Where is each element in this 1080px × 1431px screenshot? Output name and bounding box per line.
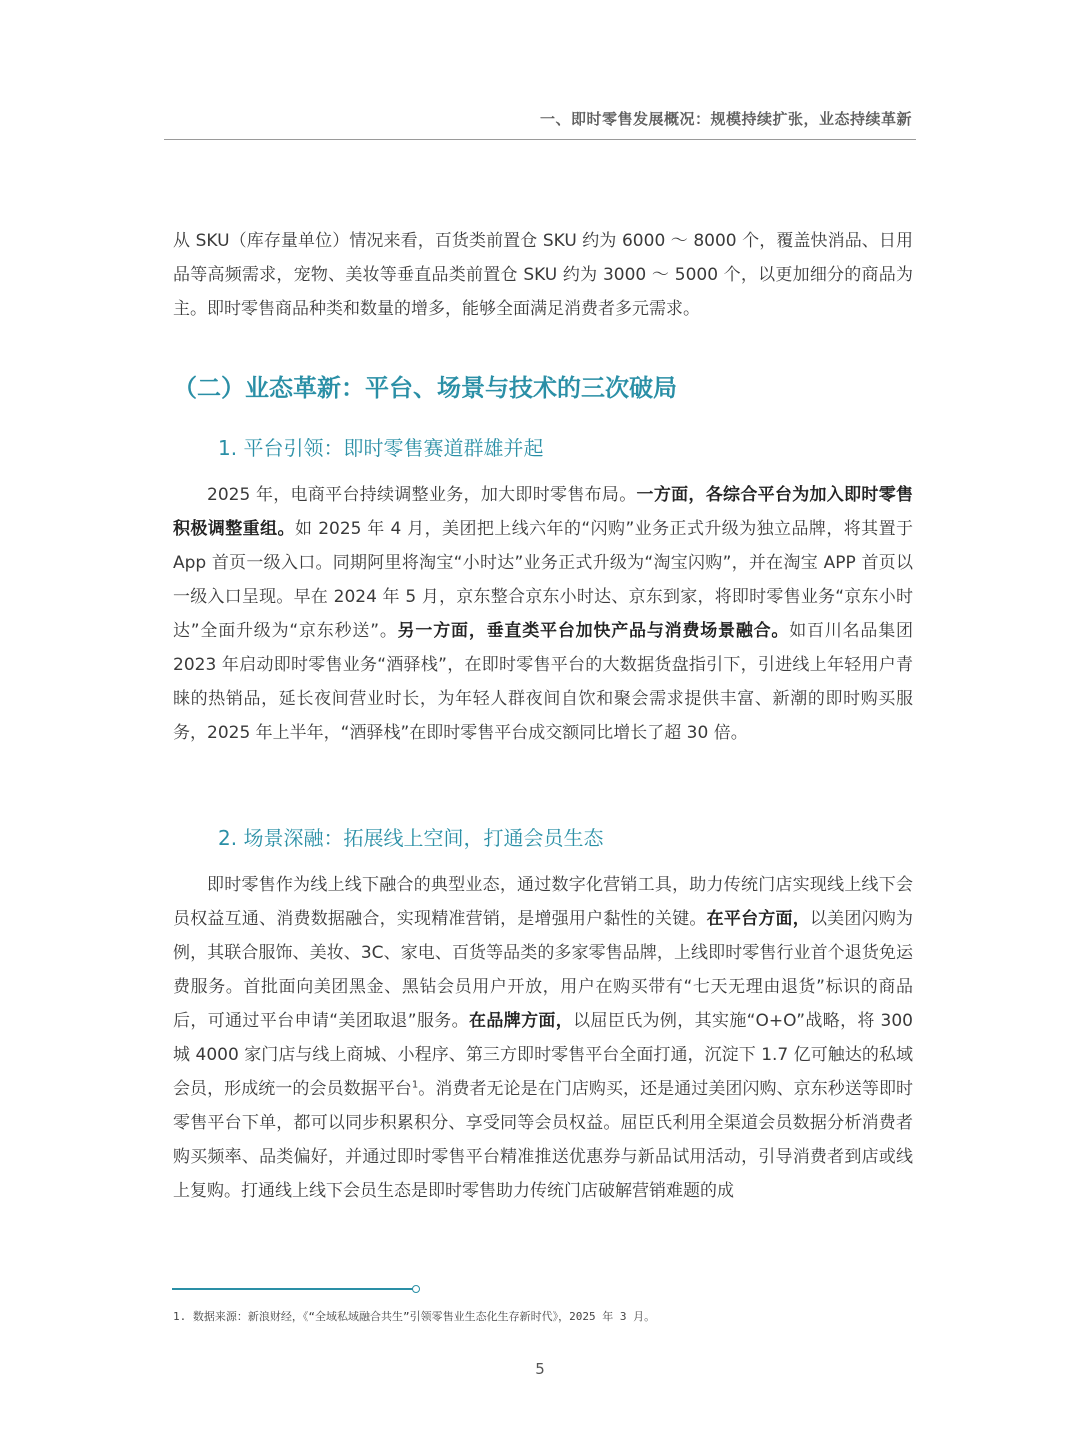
bold-run: 在平台方面， — [706, 909, 810, 929]
footnote-divider-dot — [412, 1285, 420, 1293]
section-title: （二）业态革新：平台、场景与技术的三次破局 — [173, 374, 677, 402]
footnote-text: 1. 数据来源：新浪财经，《“全域私域融合共生”引领零售业生态化生存新时代》，2025 年 3 月。 — [173, 1310, 656, 1323]
paragraph-platform — [173, 478, 913, 750]
paragraph-platform-text — [173, 478, 913, 750]
paragraph-scene — [173, 868, 913, 1208]
subsection-title-2: 2. 场景深融：拓展线上空间，打通会员生态 — [218, 826, 604, 850]
header-divider — [164, 139, 916, 140]
intro-text: 从 SKU（库存量单位）情况来看，百货类前置仓 SKU 约为 6000 ～ 8000 个，覆盖快消品、日用品等高频需求，宠物、美妆等垂直品类前置仓 SKU 约为 3000 ～ 5000 个，以更加细分的商品为主。即时零售商品种类和数量的增多，能够全面满足消费者多元需求。 — [173, 231, 913, 319]
paragraph-scene-text — [173, 868, 913, 1208]
intro-paragraph — [173, 224, 913, 326]
text-run: 如百川名品集团 2023 年启动即时零售业务“酒驿栈”，在即时零售平台的大数据货盘指引下，引进线上年轻用户青睐的热销品，延长夜间营业时长，为年轻人群夜间自饮和聚会需求提供丰富、新潮的即时购买服务，2025 年上半年，“酒驿栈”在即时零售平台成交额同比增长了超 30 倍。 — [173, 621, 914, 743]
text-run: 2025 年，电商平台持续调整业务，加大即时零售布局。 — [207, 485, 637, 505]
footnote-divider — [172, 1288, 414, 1290]
running-header: 一、即时零售发展概况：规模持续扩张，业态持续革新 — [539, 110, 912, 128]
text-run: 如 2025 年 4 月，美团把上线六年的“闪购”业务正式升级为独立品牌，将其置于 App 首页一级入口。同期阿里将淘宝“小时达”业务正式升级为“淘宝闪购”，并在淘宝 APP 首页以一级入口呈现。早在 2024 年 5 月，京东整合京东小时达、京东到家，将即时零售业务“京东小时达”全面升级为“京东秒送”。 — [173, 519, 914, 641]
bold-run: 另一方面，垂直类平台加快产品与消费场景融合。 — [397, 621, 790, 641]
footnote-marker[interactable]: 1 — [411, 1079, 419, 1091]
page-number: 5 — [535, 1360, 545, 1378]
text-run: 以屈臣氏为例，其实施“O+O”战略，将 300 城 4000 家门店与线上商城、小程序、第三方即时零售平台全面打通，沉淀下 1.7 亿可触达的私域会员，形成统一的会员数据平台 — [173, 1011, 913, 1099]
text-run: 。消费者无论是在门店购买，还是通过美团闪购、京东秒送等即时零售平台下单，都可以同步积累积分、享受同等会员权益。屈臣氏利用全渠道会员数据分析消费者购买频率、品类偏好，并通过即时零售平台精准推送优惠券与新品试用活动，引导消费者到店或线上复购。打通线上线下会员生态是即时零售助力传统门店破解营销难题的成 — [173, 1079, 914, 1201]
text-run: 以美团闪购为例，其联合服饰、美妆、3C、家电、百货等品类的多家零售品牌，上线即时零售行业首个退货免运费服务。首批面向美团黑金、黑钻会员用户开放，用户在购买带有“七天无理由退货”标识的商品后，可通过平台申请“美团取退”服务。 — [173, 909, 914, 1031]
subsection-title-1: 1. 平台引领：即时零售赛道群雄并起 — [218, 436, 544, 460]
bold-run: 一方面，各综合平台为加入即时零售积极调整重组。 — [173, 485, 914, 539]
text-run: 即时零售作为线上线下融合的典型业态，通过数字化营销工具，助力传统门店实现线上线下会员权益互通、消费数据融合，实现精准营销，是增强用户黏性的关键。 — [173, 875, 913, 929]
bold-run: 在品牌方面， — [469, 1011, 574, 1031]
